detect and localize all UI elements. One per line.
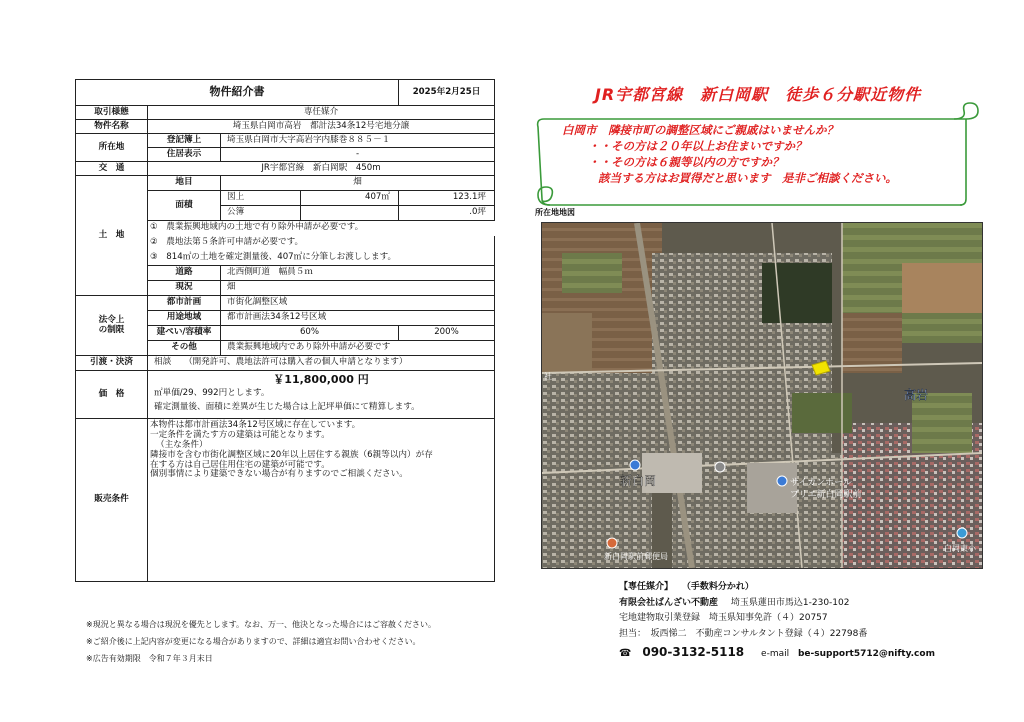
legal-label-line-2: の制限 <box>98 324 125 335</box>
city-plan-value: 市街化調整区域 <box>221 296 495 311</box>
other-value: 農業振興地域内であり除外申請が必要です <box>221 341 495 356</box>
area-public-m2 <box>301 206 399 221</box>
disclaimer-note: ※現況と異なる場合は現況を優先とします。なお、万一、他決となった場合にはご容赦ください。 <box>86 620 437 629</box>
property-name-label: 物件名称 <box>76 120 148 134</box>
phone-number: 090-3132-5118 <box>642 645 745 659</box>
post-office-pin-icon <box>607 538 617 548</box>
land-category-value: 畑 <box>221 176 495 191</box>
zoning-value: 都市計画法34条12号区域 <box>221 311 495 326</box>
map-label-school: 白岡東小 <box>944 544 976 553</box>
disclaimer-note: ※ご紹介後に上記内容が変更になる場合がありますので、詳細は適宜お問い合わせください。 <box>86 637 421 646</box>
map-label-edge: 社 <box>544 372 552 381</box>
property-name-value: 埼玉県白岡市高岩 都計法34条12号宅地分譲 <box>148 120 495 134</box>
email-label: e-mail <box>761 649 790 659</box>
transaction-value: 専任媒介 <box>148 106 495 120</box>
price-note-1: ㎡単価/29、992円とします。 <box>154 387 270 398</box>
sale-condition-line: 個別事情により建築できない場合が有りますのでご相談ください。 <box>150 469 408 480</box>
sale-conditions-cell <box>148 419 495 582</box>
fee-note: （手数料分かれ） <box>681 582 754 592</box>
city-plan-label: 都市計画 <box>148 296 221 311</box>
price-cell <box>148 371 495 419</box>
land-label: 土 地 <box>76 176 148 296</box>
aerial-map <box>541 222 983 569</box>
land-note-3: ③ 814㎡の土地を確定測量後、407㎡に分筆しお渡しします。 <box>148 251 495 266</box>
location-label: 所在地 <box>76 134 148 162</box>
sale-condition-line: 一定条件を満たす方の建築は可能となります。 <box>150 429 330 440</box>
area-label: 面積 <box>148 191 221 221</box>
traffic-label: 交 通 <box>76 162 148 176</box>
road-value: 北西側町道 幅員５ｍ <box>221 266 495 281</box>
property-sheet-table <box>75 79 495 582</box>
hall-pin-2-icon <box>777 476 787 486</box>
license-number: 宅地建物取引業登録 埼玉県知事免許（４）20757 <box>619 613 828 623</box>
map-label-shinshiraoka: 新白岡 <box>620 474 657 488</box>
current-state-value: 畑 <box>221 281 495 296</box>
sale-condition-line: 在する方は自己居住用住宅の建築が可能です。 <box>150 459 330 470</box>
disclaimer-note: ※広告有効期限 令和７年３月末日 <box>86 654 213 663</box>
scroll-line-4: 該当する方はお買得だと思います 是非ご相談ください。 <box>598 171 897 185</box>
scroll-line-2: ・・その方は２０年以上お住まいですか？ <box>588 139 807 153</box>
sale-condition-line: 本物件は都市計画法34条12号区域に存在しています。 <box>150 420 361 430</box>
address-value: - <box>221 148 495 162</box>
sale-condition-line: （主な条件） <box>156 439 208 450</box>
area-public-tsubo: .0坪 <box>399 206 495 221</box>
address-label: 住居表示 <box>148 148 221 162</box>
school-pin-icon <box>957 528 967 538</box>
zoning-label: 用途地域 <box>148 311 221 326</box>
map-label-hall-2: プリエ新白岡駅前 <box>790 490 862 500</box>
map-label-post-office: 新白岡駅前郵便局 <box>604 552 668 561</box>
delivery-label: 引渡・決済 <box>76 356 148 371</box>
agency-info <box>619 580 999 663</box>
scroll-line-1: 白岡市 隣接市町の調整区域にご親戚はいませんか？ <box>562 123 838 137</box>
price-value: ￥11,800,000 円 <box>273 373 369 387</box>
registry-value: 埼玉県白岡市大字高岩字内膝巻８８５－１ <box>221 134 495 148</box>
sheet-title: 物件紹介書 <box>76 80 399 106</box>
scroll-line-3: ・・その方は６親等以内の方ですか？ <box>588 155 784 169</box>
sale-condition-line: 隣接市を含む市街化調整区域に20年以上居住する親族（6親等以内）が存 <box>150 449 433 460</box>
aerial-map-image <box>542 223 982 568</box>
scroll-banner-text <box>562 122 972 186</box>
land-note-2: ② 農地法第５条許可申請が必要です。 <box>148 236 495 251</box>
sale-conditions-label: 販売条件 <box>76 419 148 582</box>
traffic-value: JR宇都宮線 新白岡駅 450m <box>148 162 495 176</box>
legal-restrictions-label <box>76 296 148 356</box>
disclaimer-notes <box>86 616 506 667</box>
map-label: 所在地地図 <box>535 208 575 217</box>
map-label-takaiwa: 高岩 <box>904 388 929 402</box>
phone-icon: ☎ <box>619 648 632 659</box>
area-plan-tsubo: 123.1坪 <box>399 191 495 206</box>
area-public-label: 公簿 <box>221 206 301 221</box>
coverage-ratio-value: 60% <box>221 326 399 341</box>
hall-pin-icon <box>715 462 725 472</box>
floor-area-ratio-value: 200% <box>399 326 495 341</box>
delivery-value: 相談 （開発許可、農地法許可は購入者の個人申請となります） <box>148 356 495 371</box>
mediation-type: 【専任媒介】 <box>619 582 674 592</box>
area-plan-label: 図上 <box>221 191 301 206</box>
sheet-date: 2025年2月25日 <box>399 80 495 106</box>
current-state-label: 現況 <box>148 281 221 296</box>
price-label: 価 格 <box>76 371 148 419</box>
legal-label-line-1: 法令上 <box>98 314 125 325</box>
land-note-1: ① 農業振興地域内の土地で有り除外申請が必要です。 <box>150 222 364 233</box>
company-name: 有限会社ばんざい不動産 <box>619 597 719 608</box>
transaction-label: 取引様態 <box>76 106 148 120</box>
map-label-hall-1: サイカンホール <box>790 478 852 488</box>
road-label: 道路 <box>148 266 221 281</box>
staff-info: 担当： 坂西悌二 不動産コンサルタント登録（４）22798番 <box>619 628 868 639</box>
other-label: その他 <box>148 341 221 356</box>
area-plan-m2: 407㎡ <box>301 191 399 206</box>
registry-label: 登記簿上 <box>148 134 221 148</box>
price-note-2: 確定測量後、面積に差異が生じた場合は上記坪単価にて精算します。 <box>154 401 420 412</box>
coverage-ratio-label: 建ぺい/容積率 <box>148 326 221 341</box>
company-address: 埼玉県蓮田市馬込1-230-102 <box>730 597 850 608</box>
email-address: be-support5712@nifty.com <box>797 649 935 659</box>
headline: JR宇都宮線 新白岡駅 徒歩６分駅近物件 <box>594 85 922 104</box>
station-pin-icon <box>630 460 640 470</box>
land-category-label: 地目 <box>148 176 221 191</box>
